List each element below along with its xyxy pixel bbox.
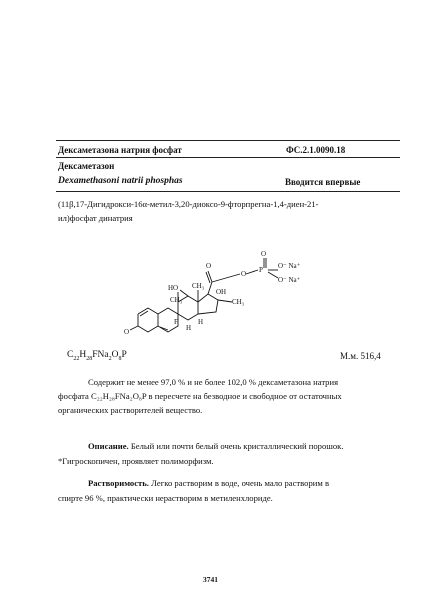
chemical-name-line2: ил)фосфат динатрия [58,213,133,223]
phosphoryl-oxygen-label: O [261,250,267,258]
monograph-title: Дексаметазона натрия фосфат [58,145,182,155]
synonym: Дексаметазон [58,161,115,171]
ester-oxygen-label: O [241,270,247,278]
methyl-16-label: CH₃ [232,298,245,306]
hydroxyl-11-label: HO [168,284,179,292]
molecular-mass: М.м. 516,4 [340,351,381,361]
methyl-18-label: CH₃ [192,282,205,290]
hydrogen-14-label: H [198,318,204,326]
keto-oxygen-label: O [206,262,212,270]
phosphorus-label: P [259,266,263,274]
header-bottom-rule [56,191,400,192]
header-top-rule [56,140,400,141]
methyl-19-label: CH₃ [170,296,183,304]
fluorine-label: F [174,318,178,326]
fs-number: ФС.2.1.0090.18 [286,145,346,155]
structural-formula [124,244,358,354]
solubility-line1: Растворимость. Легко растворим в воде, очень мало растворим в [88,478,330,488]
page-number: 3741 [203,575,218,584]
content-line3: органических растворителей вещество. [58,405,203,415]
introduced-note: Вводится впервые [285,177,361,187]
content-line1: Содержит не менее 97,0 % и не более 102,0 % дексаметазона натрия [88,377,339,387]
description-line2: *Гигроскопичен, проявляет полиморфизм. [58,456,214,466]
molecular-formula: $C_{22}H_{28}FNa_2O_8P$ [67,350,127,362]
sodium-salt-label-1: O⁻ Na⁺ [278,262,301,270]
solubility-line2: спирте 96 %, практически нерастворим в метиленхлориде. [58,493,273,503]
description-line1: Описание. Белый или почти белый очень кристаллический порошок. [88,441,344,451]
content-line2: фосфата C₂₂H₂₈FNa₂O₈P в пересчете на безводное и свободное от остаточных [58,391,342,401]
header-rule-2 [56,157,400,158]
sodium-salt-label-2: O⁻ Na⁺ [278,276,301,284]
chemical-name-line1: (11β,17-Дигидрокси-16α-метил-3,20-диоксо-9-фторпрегна-1,4-диен-21- [58,199,319,209]
hydroxyl-17-label: OH [216,288,227,296]
hydrogen-8-label: H [186,324,192,332]
latin-name: Dexamethasoni natrii phosphas [58,176,183,186]
structure-svg [124,244,358,354]
ketone-3-oxygen-label: O [124,328,130,336]
